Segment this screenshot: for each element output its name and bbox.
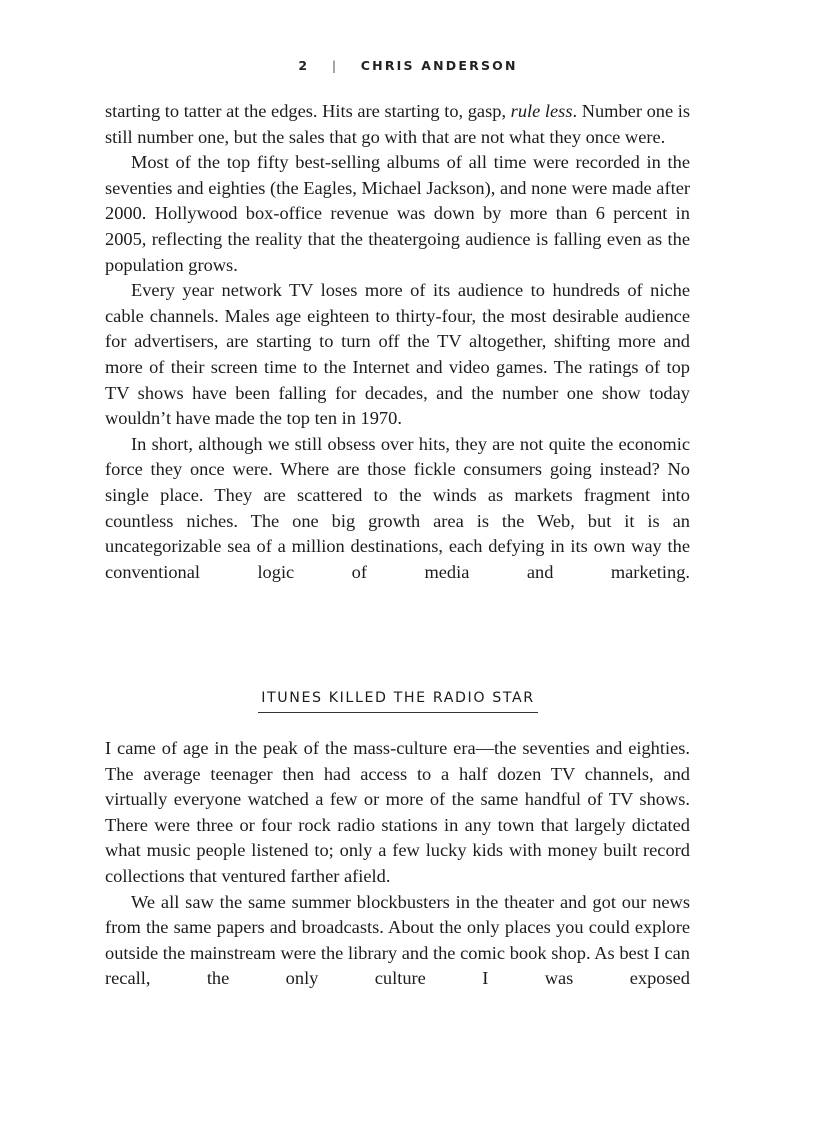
text-block-before-heading — [105, 99, 690, 585]
emphasis-text: rule less — [510, 101, 573, 121]
paragraph: I came of age in the peak of the mass-culture era—the seventies and eighties. The average teenager then had access to a half dozen TV channels, and virtually everyone watched a few or more of the same handful of TV shows. There were three or four rock radio stations in any town that largely dictated what music people listened to; only a few lucky kids with money built record collections that ventured farther afield. — [105, 738, 690, 886]
paragraph: Every year network TV loses more of its audience to hundreds of niche cable channels. Males age eighteen to thirty-four, the most desirable audience for advertisers, are starting to turn off the TV altogether, shifting more and more of their screen time to the Internet and video games. The ratings of top TV shows have been falling for decades, and the number one show today wouldn’t have made the top ten in 1970. — [105, 280, 690, 429]
paragraph: In short, although we still obsess over hits, they are not quite the economic force they once were. Where are those fickle consumers going instead? No single place. They are scattered to the winds as markets fragment into countless niches. The one big growth area is the Web, but it is an uncategorizable sea of a million destinations, each defying in its own way the conventional logic of media and marketing. — [105, 433, 690, 582]
text-block-after-heading — [105, 736, 690, 992]
paragraph-text: starting to tatter at the edges. Hits are starting to, gasp, — [105, 101, 511, 121]
paragraph: We all saw the same summer blockbusters in the theater and got our news from the same papers and broadcasts. About the only places you could explore outside the mainstream were the library and the comic book shop. As best I can recall, the only culture I was exposed — [105, 891, 690, 989]
author-name: CHRIS ANDERSON — [360, 58, 518, 73]
paragraph-text: . Number one is still number one, but the sales that go with that are not what they once were. — [105, 101, 690, 147]
section-heading: ITUNES KILLED THE RADIO STAR — [258, 690, 538, 713]
header-separator: | — [331, 58, 339, 73]
paragraph: Most of the top fifty best-selling albums of all time were recorded in the seventies and eighties (the Eagles, Michael Jackson), and none were made after 2000. Hollywood box-office revenue was down by more than 6 percent in 2005, reflecting the reality that the theatergoing audience is falling even as the population grows. — [105, 152, 690, 275]
page-number: 2 — [298, 58, 310, 73]
paragraph — [105, 99, 690, 150]
running-head — [0, 58, 816, 73]
